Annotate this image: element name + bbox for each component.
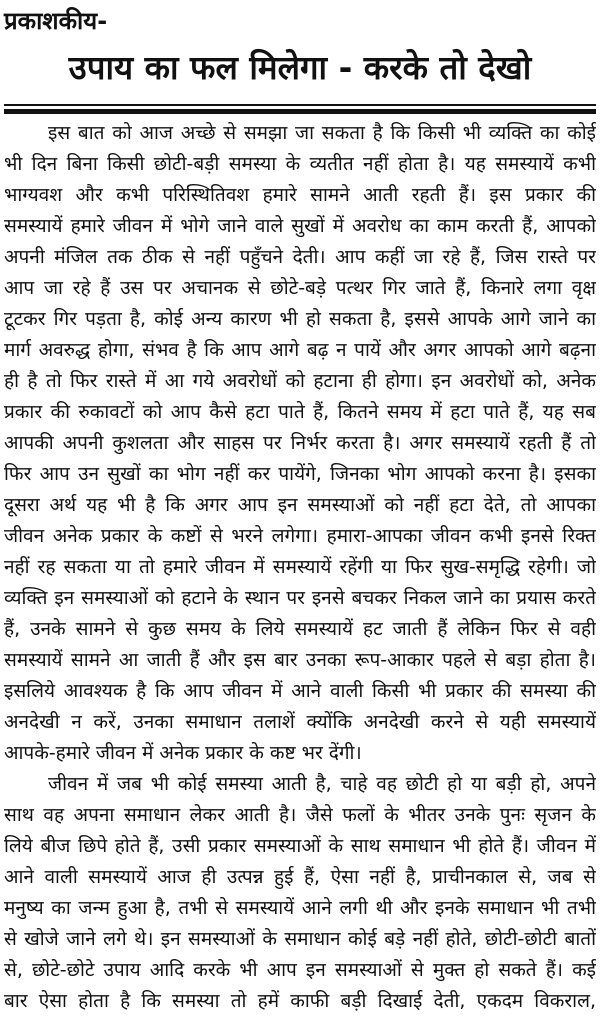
page-title: उपाय का फल मिलेगा - करके तो देखो: [68, 48, 532, 87]
paragraph-line: जीवन अनेक प्रकार के कष्टों से भरने लगेगा। हमारा-आपका जीवन कभी इनसे रिक्त: [4, 525, 596, 547]
divider-thin: [4, 104, 596, 106]
paragraph-line: व्यक्ति इन समस्याओं को हटाने के स्थान पर इनसे बचकर निकल जाने का प्रयास करते: [4, 587, 596, 609]
paragraph-line: आप जा रहे हैं उस पर अचानक से छोटे-बड़े पत्थर गिर जाते हैं, किनारे लगा वृक्ष: [4, 277, 596, 299]
paragraph-line: जीवन में जब भी कोई समस्या आती है, चाहे वह छोटी हो या बड़ी हो, अपने: [48, 773, 596, 795]
paragraph-line: दूसरा अर्थ यह भी है कि अगर आप इन समस्याओं को नहीं हटा देते, तो आपका: [4, 494, 596, 516]
paragraph-line: फिर आप उन सुखों का भोग नहीं कर पायेंगे, जिनका भोग आपको करना है। इसका: [4, 463, 596, 485]
paragraph-line: प्रकार की रुकावटों को आप कैसे हटा पाते हैं, कितने समय में हटा पाते हैं, यह सब: [4, 401, 596, 423]
paragraph-line: साथ वह अपना समाधान लेकर आती है। जैसे फलों के भीतर उनके पुनः सृजन के: [4, 804, 596, 826]
paragraph-line: ही है तो फिर रास्ते में आ गये अवरोधों को हटाना ही होगा। इन अवरोधों को, अनेक: [4, 370, 596, 392]
paragraph-line: आपके-हमारे जीवन में अनेक प्रकार के कष्ट भर देंगी।: [4, 742, 362, 764]
paragraph-line: भाग्यवश और कभी परिस्थितिवश हमारे सामने आती रहती हैं। इस प्रकार की: [4, 184, 596, 206]
paragraph-line: आने वाली समस्यायें आज ही उत्पन्न हुई हैं, ऐसा नहीं है, प्राचीनकाल से, जब से: [4, 866, 596, 888]
paragraph-line: लिये बीज छिपे होते हैं, उसी प्रकार समस्याओं के साथ समाधान भी होते हैं। जीवन में: [4, 835, 596, 857]
paragraph-line: इस बात को आज अच्छे से समझा जा सकता है कि किसी भी व्यक्ति का कोई: [48, 122, 596, 144]
section-label: प्रकाशकीय-: [4, 7, 108, 35]
paragraph-line: समस्यायें हमारे जीवन में भोगे जाने वाले सुखों में अवरोध का काम करती हैं, आपको: [4, 215, 596, 237]
paragraph-line: हैं, उनके सामने से कुछ समय के लिये समस्यायें हट जाती हैं लेकिन फिर से वही: [4, 618, 596, 640]
paragraph-line: समस्यायें सामने आ जाती हैं और इस बार उनका रूप-आकार पहले से बड़ा होता है।: [4, 649, 596, 671]
paragraph-line: टूटकर गिर पड़ता है, कोई अन्य कारण भी हो सकता है, इससे आपके आगे जाने का: [4, 308, 596, 330]
paragraph-line: आपकी अपनी कुशलता और साहस पर निर्भर करता है। अगर समस्यायें रहती हैं तो: [4, 432, 596, 454]
paragraph-line: इसलिये आवश्यक है कि आप जीवन में आने वाली किसी भी प्रकार की समस्या की: [4, 680, 596, 702]
paragraph-line: भी दिन बिना किसी छोटी-बड़ी समस्या के व्यतीत नहीं होता है। यह समस्यायें कभी: [4, 153, 596, 175]
paragraph-line: अनदेखी न करें, उनका समाधान तलाशें क्योंकि अनदेखी करने से यही समस्यायें: [4, 711, 596, 733]
paragraph-line: मार्ग अवरुद्ध होगा, संभव है कि आप आगे बढ़ न पायें और अगर आपको आगे बढ़ना: [4, 339, 596, 361]
divider-thick: [4, 109, 596, 114]
paragraph-line: अपनी मंजिल तक ठीक से नहीं पहुँचने देती। आप कहीं जा रहे हैं, जिस रास्ते पर: [4, 246, 596, 268]
paragraph-line: नहीं रह सकता या तो हमारे जीवन में समस्यायें रहेंगी या फिर सुख-समृद्धि रहेगी। जो: [4, 556, 596, 578]
body-text: [4, 118, 596, 1017]
paragraph-line: मनुष्य का जन्म हुआ है, तभी से समस्यायें आने लगी थी और इनके समाधान भी तभी: [4, 897, 596, 919]
paragraph-line: से खोजे जाने लगे थे। इन समस्याओं के समाधान कोई बड़े नहीं होते, छोटी-छोटी बातों: [4, 928, 596, 950]
paragraph-line: बार ऐसा होता है कि समस्या तो हमें काफी बड़ी दिखाई देती, एकदम विकराल,: [4, 990, 596, 1012]
paragraph-line: से, छोटे-छोटे उपाय आदि करके भी आप इन समस्याओं से मुक्त हो सकते हैं। कई: [4, 959, 596, 981]
